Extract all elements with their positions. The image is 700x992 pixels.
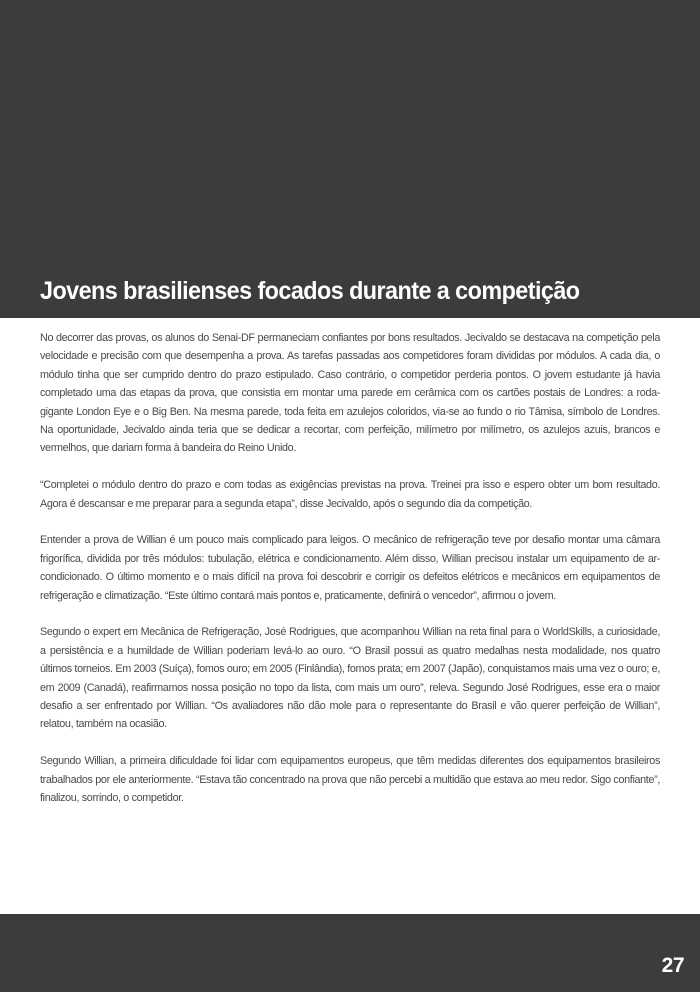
article-paragraph: Segundo Willian, a primeira dificuldade foi lidar com equipamentos europeus, que têm medidas diferentes dos equipamentos brasileiros trabalhados por ele anteriormente. “Estava tão concentrado na prova que não percebi a multidão que estava ao meu redor. Sigo confiante”, finalizou, sorrindo, o competidor. xyxy=(40,755,660,805)
page-number: 27 xyxy=(661,954,684,977)
article-paragraph: “Completei o módulo dentro do prazo e com todas as exigências previstas na prova. Treinei pra isso e espero obter um bom resultado. Agora é descansar e me preparar para a segunda etapa”, disse Jecivaldo, após o segundo dia da competição. xyxy=(40,479,660,510)
page-title: Jovens brasilienses focados durante a competição xyxy=(40,277,580,305)
header-band xyxy=(0,0,700,318)
article-paragraph: Segundo o expert em Mecânica de Refrigeração, José Rodrigues, que acompanhou Willian na reta final para o WorldSkills, a curiosidade, a persistência e a humildade de Willian poderiam levá-lo ao ouro. “O Brasil possui as quatro medalhas nesta modalidade, nos quatro últimos torneios. Em 2003 (Suíça), fomos ouro; em 2005 (Finlândia), fomos prata; em 2007 (Japão), conquistamos mais uma vez o ouro; e, em 2009 (Canadá), reafirmamos nossa posição no topo da lista, com mais um ouro”, releva. Segundo José Rodrigues, esse era o maior desafio a ser enfrentado por Willian. “Os avaliadores não dão mole para o representante do Brasil e vão querer perfeição de Willian”, relatou, também na ocasião. xyxy=(40,626,660,731)
article-paragraph: Entender a prova de Willian é um pouco mais complicado para leigos. O mecânico de refrigeração teve por desafio montar uma câmara frigorífica, dividida por três módulos: tubulação, elétrica e condicionamento. Além disso, Willian precisou instalar um equipamento de ar-condicionado. O último momento e o mais difícil na prova foi descobrir e corrigir os defeitos elétricos e mecânicos em equipamentos de refrigeração e climatização. “Este último contará mais pontos e, praticamente, definirá o vencedor”, afirmou o jovem. xyxy=(40,534,660,602)
article-body xyxy=(40,329,660,826)
article-paragraph: No decorrer das provas, os alunos do Senai-DF permaneciam confiantes por bons resultados. Jecivaldo se destacava na competição pela velocidade e precisão com que desempenha a prova. As tarefas passadas aos competidores foram divididas por módulos. A cada dia, o módulo tinha que ser cumprido dentro do prazo estipulado. Caso contrário, o competidor perderia pontos. O jovem estudante já havia completado uma das etapas da prova, que consistia em montar uma parede em cerâmica com os cartões postais de Londres: a roda-gigante London Eye e o Big Ben. Na mesma parede, toda feita em azulejos coloridos, via-se ao fundo o rio Tâmisa, símbolo de Londres. Na oportunidade, Jecivaldo ainda teria que se dedicar a recortar, com perfeição, milímetro por milímetro, os azulejos azuis, brancos e vermelhos, que dariam forma à bandeira do Reino Unido. xyxy=(40,332,660,455)
footer-band xyxy=(0,914,700,992)
